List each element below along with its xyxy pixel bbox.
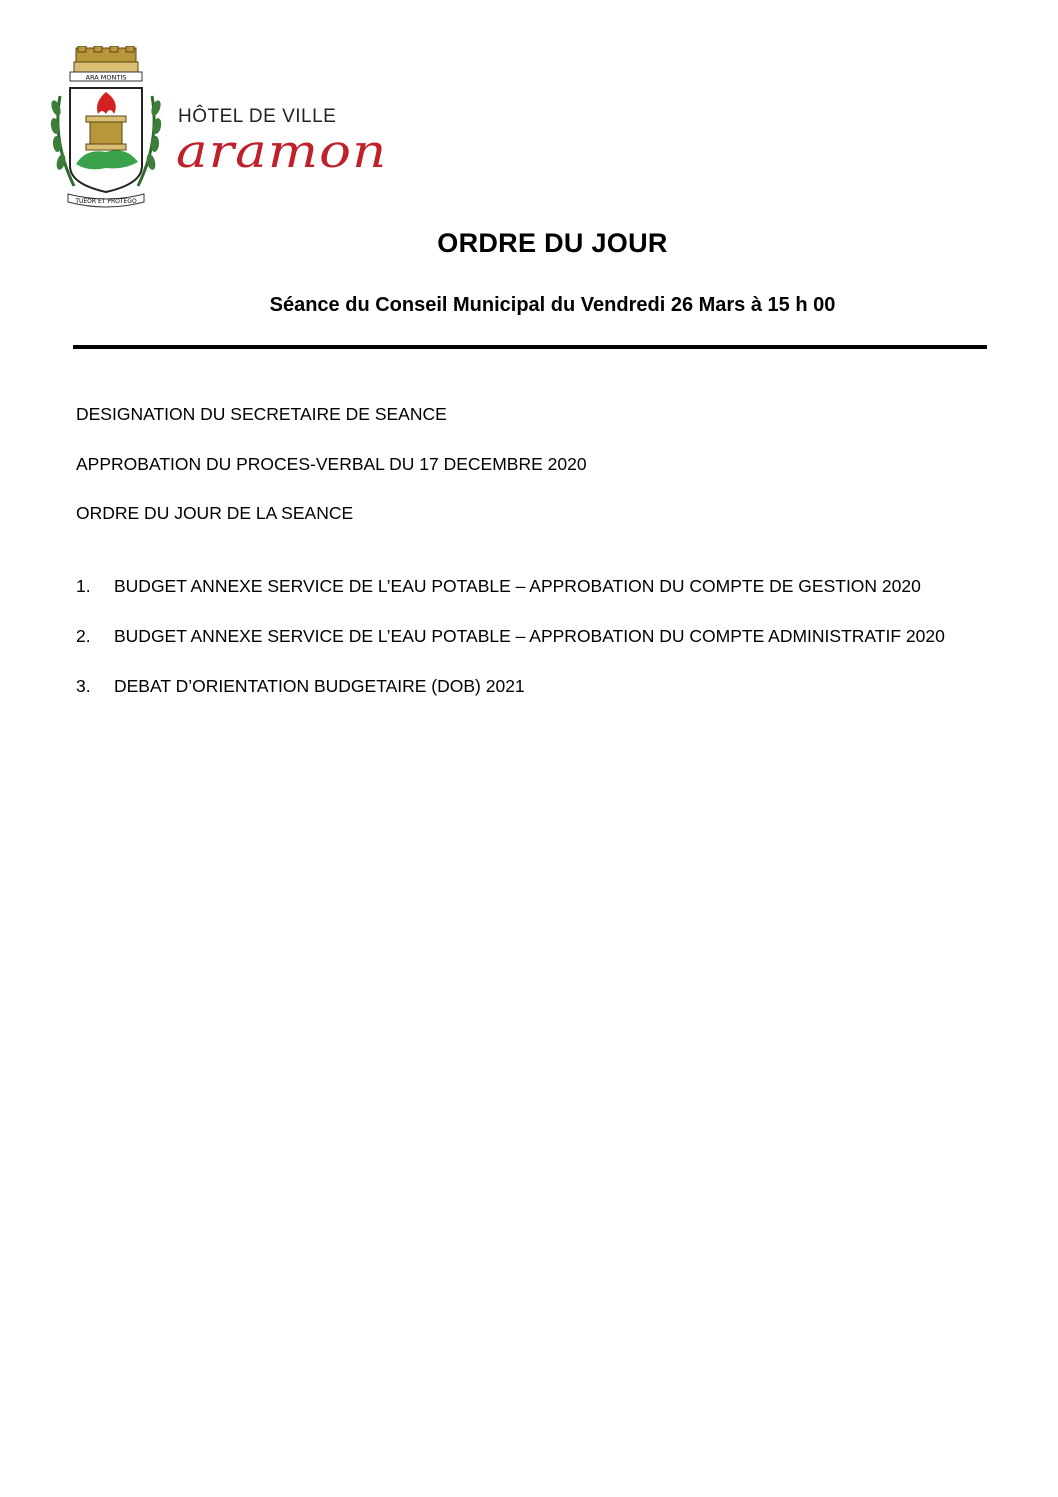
logo-subtitle: HÔTEL DE VILLE xyxy=(178,106,337,127)
agenda-item-text: BUDGET ANNEXE SERVICE DE L’EAU POTABLE – APPROBATION DU COMPTE ADMINISTRATIF 2020 xyxy=(114,626,945,646)
agenda-item-text: BUDGET ANNEXE SERVICE DE L’EAU POTABLE – APPROBATION DU COMPTE DE GESTION 2020 xyxy=(114,576,921,596)
agenda-item-number: 1. xyxy=(76,576,91,596)
document-subtitle: Séance du Conseil Municipal du Vendredi 26 Mars à 15 h 00 xyxy=(269,294,836,316)
agenda-item-number: 2. xyxy=(76,626,91,646)
preamble-line: DESIGNATION DU SECRETAIRE DE SEANCE xyxy=(76,404,447,424)
agenda-item-text: DEBAT D’ORIENTATION BUDGETAIRE (DOB) 2021 xyxy=(114,676,525,696)
agenda-item-number: 3. xyxy=(76,676,91,696)
title-divider xyxy=(73,345,987,349)
svg-text:TUEOR ET PROTEGO: TUEOR ET PROTEGO xyxy=(75,198,137,205)
coat-of-arms-icon xyxy=(46,46,166,211)
svg-text:ARA MONTIS: ARA MONTIS xyxy=(85,73,127,82)
preamble-line: APPROBATION DU PROCES-VERBAL DU 17 DECEMBRE 2020 xyxy=(76,454,587,474)
town-hall-logo xyxy=(40,40,420,215)
preamble-line: ORDRE DU JOUR DE LA SEANCE xyxy=(76,503,354,523)
logo-town-name: aramon xyxy=(176,124,388,178)
document-title: ORDRE DU JOUR xyxy=(437,228,668,258)
